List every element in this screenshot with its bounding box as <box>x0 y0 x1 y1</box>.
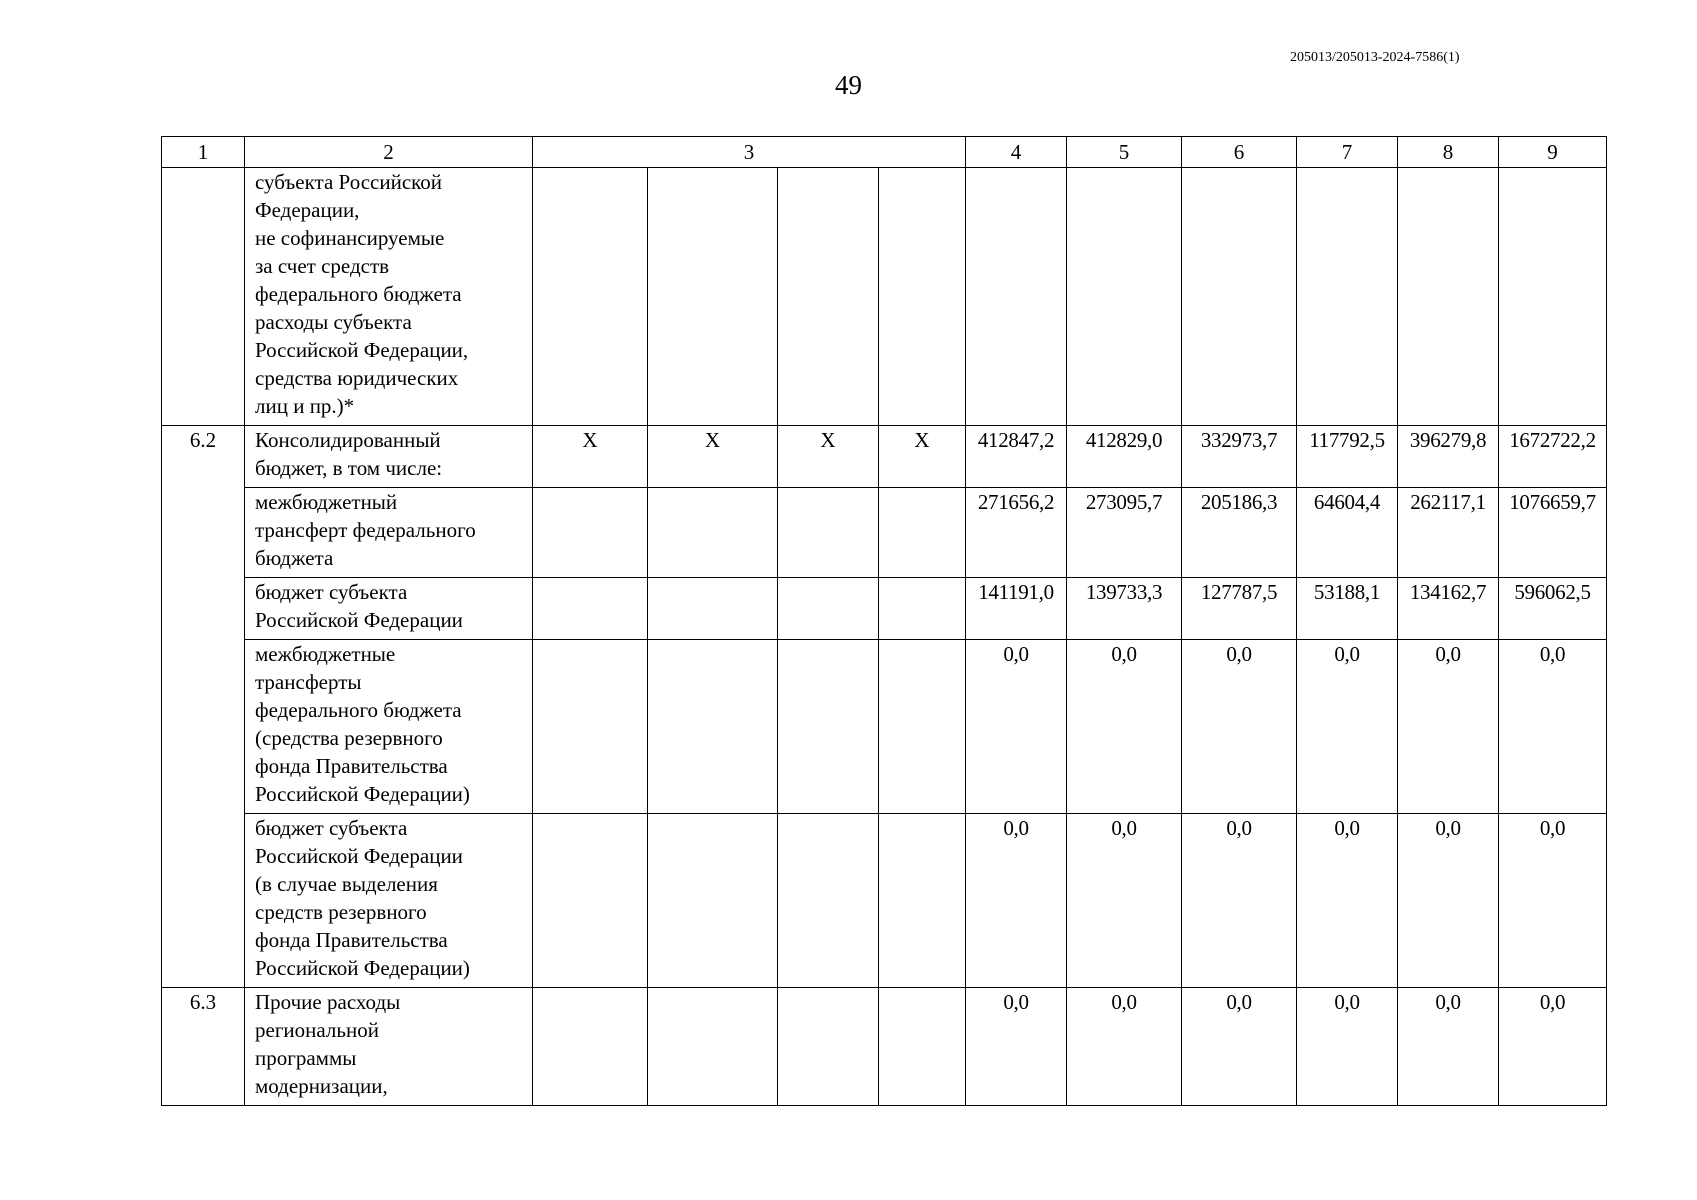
value-cell: 332973,7 <box>1182 426 1297 488</box>
table-row <box>162 814 1607 988</box>
column-3-subcell: Х <box>648 426 778 488</box>
column-3-subcell <box>648 168 778 426</box>
value-cell: 0,0 <box>1398 640 1499 814</box>
budget-table <box>161 136 1607 1106</box>
column-3-subcell: Х <box>533 426 648 488</box>
description-line: средств резервного <box>255 900 427 924</box>
value-cell <box>1398 168 1499 426</box>
value-cell: 596062,5 <box>1499 578 1607 640</box>
value-cell <box>1182 168 1297 426</box>
column-3-subcell: Х <box>778 426 879 488</box>
table-body <box>162 137 1607 1106</box>
row-number-cell <box>162 168 245 426</box>
value-cell: 0,0 <box>1398 814 1499 988</box>
header-cell: 9 <box>1499 137 1607 168</box>
column-3-subcell <box>879 578 966 640</box>
description-line: Российской Федерации) <box>255 782 470 806</box>
column-3-subcell <box>879 640 966 814</box>
column-3-subcell: Х <box>879 426 966 488</box>
value-cell: 262117,1 <box>1398 488 1499 578</box>
value-cell: 0,0 <box>1499 814 1607 988</box>
value-cell: 273095,7 <box>1067 488 1182 578</box>
value-cell: 139733,3 <box>1067 578 1182 640</box>
value-cell: 396279,8 <box>1398 426 1499 488</box>
column-3-subcell <box>533 814 648 988</box>
value-cell: 0,0 <box>966 814 1067 988</box>
page-number: 49 <box>835 70 862 100</box>
value-cell: 0,0 <box>1182 814 1297 988</box>
description-line: бюджета <box>255 546 334 570</box>
value-cell: 0,0 <box>1499 640 1607 814</box>
header-cell: 1 <box>162 137 245 168</box>
description-line: средства юридических <box>255 366 459 390</box>
column-3-subcell <box>648 578 778 640</box>
column-3-subcell <box>879 168 966 426</box>
column-3-subcell <box>778 578 879 640</box>
description-line: за счет средств <box>255 254 390 278</box>
value-cell: 141191,0 <box>966 578 1067 640</box>
value-cell: 0,0 <box>1297 640 1398 814</box>
column-3-subcell <box>879 488 966 578</box>
column-3-subcell <box>778 168 879 426</box>
column-3-subcell <box>648 814 778 988</box>
table-row <box>162 640 1607 814</box>
value-cell: 0,0 <box>1067 640 1182 814</box>
value-cell: 1672722,2 <box>1499 426 1607 488</box>
value-cell: 271656,2 <box>966 488 1067 578</box>
header-cell: 4 <box>966 137 1067 168</box>
value-cell: 0,0 <box>1398 988 1499 1106</box>
description-line: бюджет субъекта <box>255 816 408 840</box>
description-cell <box>245 814 533 988</box>
value-cell: 127787,5 <box>1182 578 1297 640</box>
description-line: фонда Правительства <box>255 754 448 778</box>
table-row <box>162 488 1607 578</box>
description-line: Российской Федерации) <box>255 956 470 980</box>
description-line: модернизации, <box>255 1074 388 1098</box>
table-row <box>162 168 1607 426</box>
description-line: Прочие расходы <box>255 990 401 1014</box>
description-cell <box>245 640 533 814</box>
header-cell: 7 <box>1297 137 1398 168</box>
document-id: 205013/205013-2024-7586(1) <box>1290 50 1460 65</box>
value-cell: 412829,0 <box>1067 426 1182 488</box>
value-cell <box>1067 168 1182 426</box>
description-line: трансферт федерального <box>255 518 476 542</box>
description-line: Российской Федерации <box>255 844 463 868</box>
value-cell: 0,0 <box>1499 988 1607 1106</box>
description-line: лиц и пр.)* <box>255 394 355 418</box>
description-line: субъекта Российской <box>255 170 443 194</box>
description-line: Российской Федерации, <box>255 338 469 362</box>
description-line: программы <box>255 1046 357 1070</box>
header-cell: 5 <box>1067 137 1182 168</box>
value-cell: 0,0 <box>1182 988 1297 1106</box>
table-header-row <box>162 137 1607 168</box>
value-cell: 117792,5 <box>1297 426 1398 488</box>
row-number-cell: 6.3 <box>162 988 245 1106</box>
value-cell: 0,0 <box>966 988 1067 1106</box>
value-cell: 64604,4 <box>1297 488 1398 578</box>
description-cell <box>245 988 533 1106</box>
table-row <box>162 578 1607 640</box>
value-cell: 205186,3 <box>1182 488 1297 578</box>
row-number-cell: 6.2 <box>162 426 245 988</box>
description-line: фонда Правительства <box>255 928 448 952</box>
value-cell: 0,0 <box>1067 988 1182 1106</box>
description-line: федерального бюджета <box>255 698 462 722</box>
value-cell: 134162,7 <box>1398 578 1499 640</box>
description-cell <box>245 426 533 488</box>
column-3-subcell <box>533 640 648 814</box>
description-line: не софинансируемые <box>255 226 445 250</box>
column-3-subcell <box>778 488 879 578</box>
description-line: Федерации, <box>255 198 360 222</box>
value-cell <box>1297 168 1398 426</box>
column-3-subcell <box>533 578 648 640</box>
table-row <box>162 988 1607 1106</box>
column-3-subcell <box>778 988 879 1106</box>
description-line: межбюджетный <box>255 490 398 514</box>
header-cell: 6 <box>1182 137 1297 168</box>
description-cell <box>245 488 533 578</box>
column-3-subcell <box>778 814 879 988</box>
description-line: бюджет, в том числе: <box>255 456 443 480</box>
value-cell: 412847,2 <box>966 426 1067 488</box>
value-cell: 1076659,7 <box>1499 488 1607 578</box>
column-3-subcell <box>879 988 966 1106</box>
value-cell <box>966 168 1067 426</box>
column-3-subcell <box>879 814 966 988</box>
description-line: федерального бюджета <box>255 282 462 306</box>
value-cell: 53188,1 <box>1297 578 1398 640</box>
value-cell: 0,0 <box>966 640 1067 814</box>
description-line: расходы субъекта <box>255 310 412 334</box>
description-line: региональной <box>255 1018 379 1042</box>
description-line: бюджет субъекта <box>255 580 408 604</box>
value-cell: 0,0 <box>1297 814 1398 988</box>
column-3-subcell <box>648 488 778 578</box>
description-line: (средства резервного <box>255 726 443 750</box>
description-line: Российской Федерации <box>255 608 463 632</box>
value-cell <box>1499 168 1607 426</box>
value-cell: 0,0 <box>1182 640 1297 814</box>
value-cell: 0,0 <box>1067 814 1182 988</box>
description-cell <box>245 168 533 426</box>
header-cell: 3 <box>533 137 966 168</box>
description-line: Консолидированный <box>255 428 441 452</box>
column-3-subcell <box>648 988 778 1106</box>
header-cell: 8 <box>1398 137 1499 168</box>
description-line: трансферты <box>255 670 362 694</box>
value-cell: 0,0 <box>1297 988 1398 1106</box>
column-3-subcell <box>778 640 879 814</box>
column-3-subcell <box>533 488 648 578</box>
description-cell <box>245 578 533 640</box>
column-3-subcell <box>648 640 778 814</box>
description-line: межбюджетные <box>255 642 396 666</box>
header-cell: 2 <box>245 137 533 168</box>
table-row <box>162 426 1607 488</box>
column-3-subcell <box>533 988 648 1106</box>
description-line: (в случае выделения <box>255 872 438 896</box>
column-3-subcell <box>533 168 648 426</box>
